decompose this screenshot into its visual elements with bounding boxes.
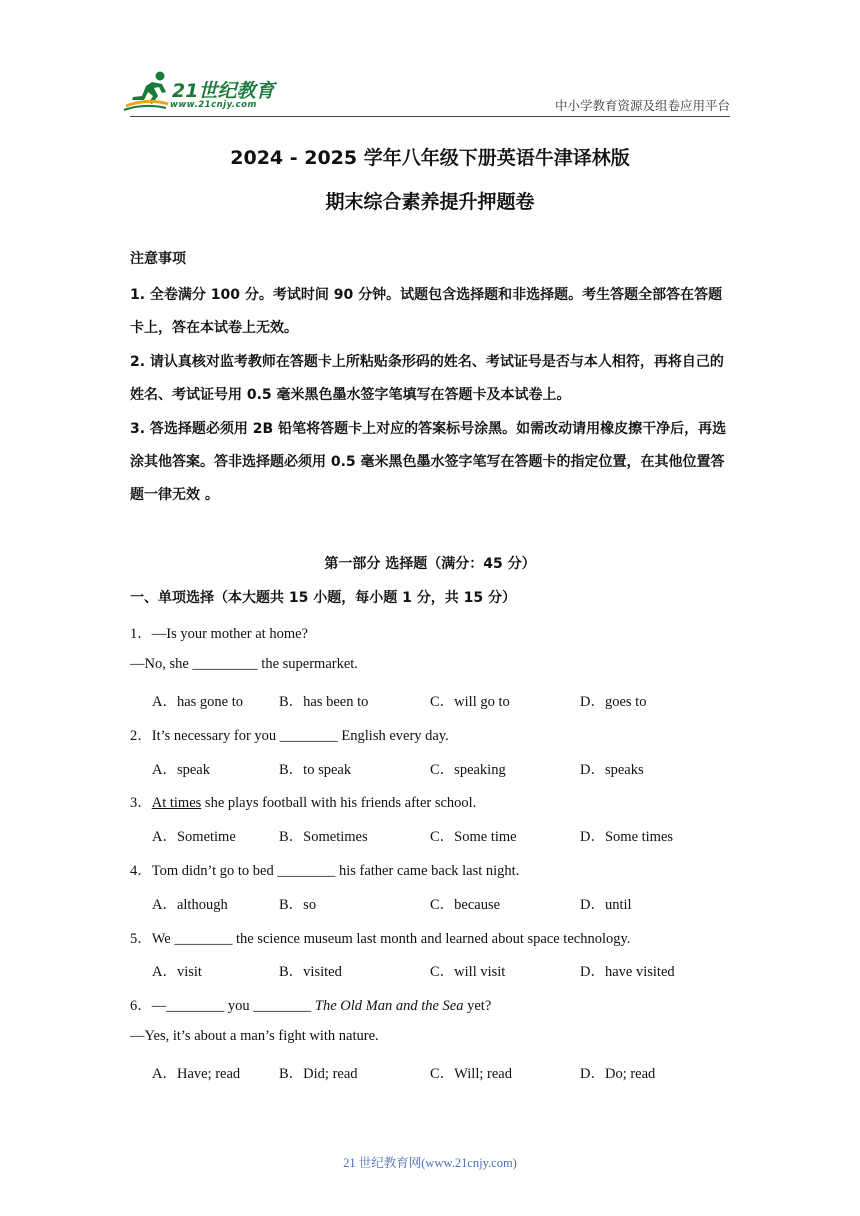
- option-b: B．Sometimes: [279, 829, 368, 845]
- option-a: A．visit: [152, 964, 202, 980]
- notice-item-3-text: 3. 答选择题必须用 2B 铅笔将答题卡上对应的答案标号涂黑。如需改动请用橡皮擦干净后，再选涂其他答案。答非选择题必须用 0.5 毫米黑色墨水签字笔写在答题卡的指定位置，在其他位置答题一律无效 。: [130, 421, 727, 503]
- notice-heading: 注意事项: [130, 251, 186, 267]
- question-4-options: [152, 893, 732, 913]
- exam-title: 2024 - 2025 学年八年级下册英语牛津译林版: [230, 147, 630, 169]
- question-5-stem: 5．We ________ the science museum last month and learned about space technology.: [130, 931, 631, 947]
- option-a: A．Have; read: [152, 1066, 241, 1082]
- option-d: D．Do; read: [580, 1066, 656, 1082]
- question-2-stem: 2．It’s necessary for you ________ English every day.: [130, 728, 449, 744]
- option-d: D．speaks: [580, 762, 644, 778]
- option-c: C．will visit: [430, 964, 506, 980]
- option-b: B．has been to: [279, 694, 369, 710]
- footer-link[interactable]: 21 世纪教育网(www.21cnjy.com): [343, 1156, 517, 1170]
- question-1-stem-2: —No, she _________ the supermarket.: [130, 656, 358, 672]
- notice-item-2-text: 2. 请认真核对监考教师在答题卡上所粘贴条形码的姓名、考试证号是否与本人相符，再将自己的姓名、考试证号用 0.5 毫米黑色墨水签字笔填写在答题卡及本试卷上。: [130, 354, 724, 403]
- runner-icon: [122, 70, 172, 114]
- question-6-post: yet?: [463, 998, 492, 1014]
- option-b: B．Did; read: [279, 1066, 358, 1082]
- question-1-stem: 1．—Is your mother at home?: [130, 626, 308, 642]
- section-title: 第一部分 选择题（满分：45 分）: [324, 556, 536, 572]
- option-b: B．so: [279, 897, 317, 913]
- question-4-stem: 4．Tom didn’t go to bed ________ his father came back last night.: [130, 863, 520, 879]
- question-2-options: [152, 758, 732, 778]
- question-3-stem: [130, 791, 476, 812]
- header-divider: [130, 116, 730, 117]
- part-title: 一、单项选择（本大题共 15 小题，每小题 1 分，共 15 分）: [130, 590, 516, 606]
- option-d: D．goes to: [580, 694, 647, 710]
- option-c: C．speaking: [430, 762, 506, 778]
- underlined-phrase: At times: [151, 795, 202, 811]
- option-b: B．to speak: [279, 762, 352, 778]
- option-a: A．speak: [152, 762, 210, 778]
- option-c: C．Some time: [430, 829, 517, 845]
- logo-url: www.21cnjy.com: [170, 100, 257, 110]
- question-6-stem: [130, 994, 491, 1015]
- exam-subtitle: 期末综合素养提升押题卷: [325, 191, 535, 213]
- logo-text: 21世纪教育: [172, 80, 275, 102]
- question-3-number: 3．: [130, 795, 152, 811]
- question-3-rest: she plays football with his friends after school.: [201, 795, 477, 811]
- notice-item-3: [130, 413, 734, 512]
- notice-item-1-text: 1. 全卷满分 100 分。考试时间 90 分钟。试题包含选择题和非选择题。考生答题全部答在答题卡上，答在本试卷上无效。: [130, 287, 723, 336]
- page-header: [0, 0, 860, 120]
- question-6-pre: 6．—________ you ________: [130, 998, 315, 1014]
- option-d: D．Some times: [580, 829, 674, 845]
- option-a: A．has gone to: [152, 694, 244, 710]
- question-6-stem-2: —Yes, it’s about a man’s fight with nature.: [130, 1028, 379, 1044]
- notice-item-1: [130, 279, 734, 345]
- option-c: C．will go to: [430, 694, 510, 710]
- option-a: A．Sometime: [152, 829, 236, 845]
- question-1-options: [152, 690, 732, 710]
- option-c: C．because: [430, 897, 501, 913]
- option-d: D．until: [580, 897, 632, 913]
- question-6-options: [152, 1062, 732, 1082]
- book-title: The Old Man and the Sea: [314, 998, 464, 1014]
- notice-item-2: [130, 346, 734, 412]
- question-5-options: [152, 960, 732, 980]
- header-tagline: 中小学教育资源及组卷应用平台: [554, 98, 730, 113]
- option-b: B．visited: [279, 964, 342, 980]
- option-d: D．have visited: [580, 964, 675, 980]
- question-3-options: [152, 825, 732, 845]
- logo: [122, 70, 292, 114]
- option-c: C．Will; read: [430, 1066, 512, 1082]
- option-a: A．although: [152, 897, 228, 913]
